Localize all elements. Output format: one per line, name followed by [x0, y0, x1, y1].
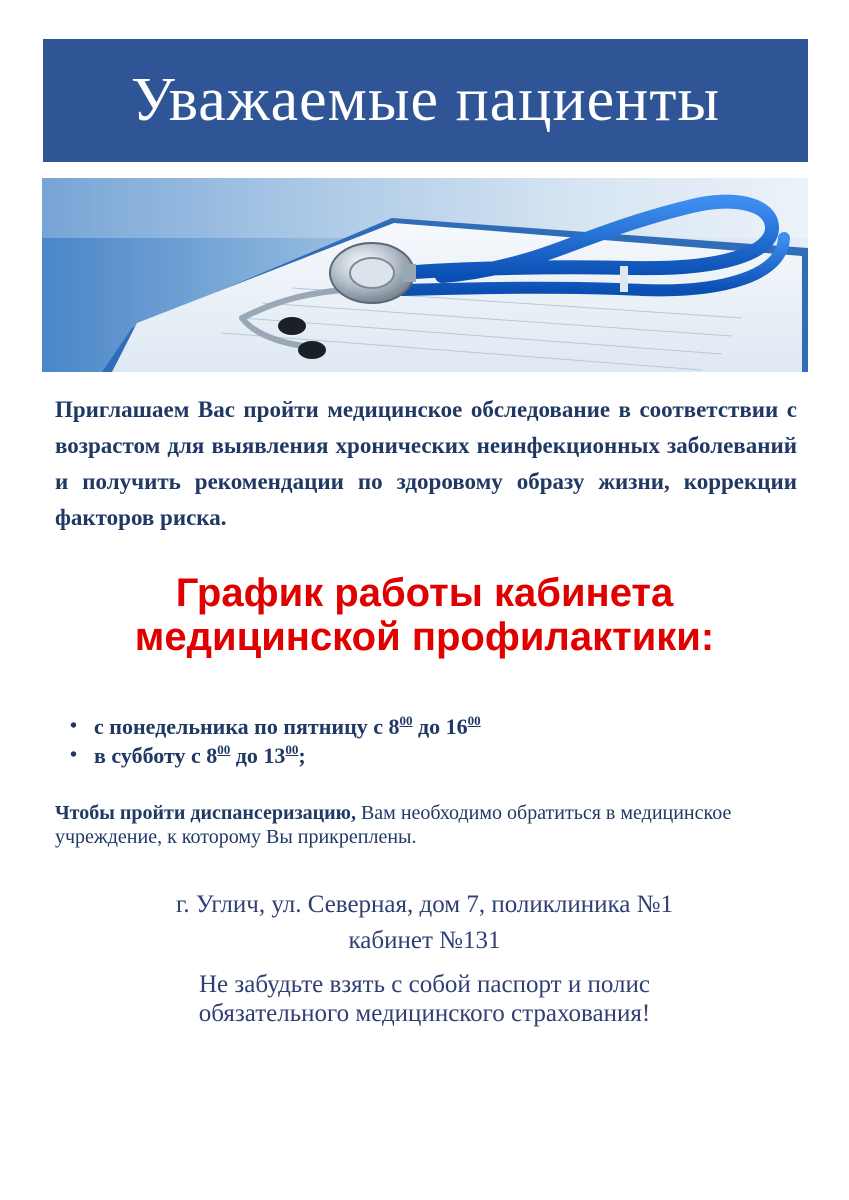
address-line: г. Углич, ул. Северная, дом 7, поликлиника №1 — [176, 891, 673, 918]
intro-paragraph: Приглашаем Вас пройти медицинское обследование в соответствии с возрастом для выявления хронических неинфекционных заболеваний и получить рекомендации по здоровому образу жизни, коррекции факторов риска. — [55, 397, 797, 530]
clinic-address — [0, 887, 849, 959]
reminder-line2: обязательного медицинского страхования! — [198, 1000, 651, 1027]
room-number: кабинет №131 — [348, 927, 501, 954]
schedule-item-weekdays — [70, 712, 481, 741]
stethoscope-photo — [42, 178, 808, 372]
schedule-title — [0, 571, 849, 659]
documents-reminder — [0, 970, 849, 1028]
reminder-line1: Не забудьте взять с собой паспорт и полис — [199, 971, 650, 998]
schedule-item-text: в субботу с $8^{00}$ до $13^{00}$; — [94, 742, 306, 768]
stethoscope-icon — [42, 178, 808, 372]
dispensary-notice — [55, 801, 815, 849]
bullet-icon: • — [70, 715, 78, 737]
schedule-title-line2: медицинской профилактики: — [134, 615, 715, 659]
schedule-title-line1: График работы кабинета — [175, 571, 674, 615]
page-title: Уважаемые пациенты — [130, 66, 721, 134]
schedule-list — [70, 712, 481, 770]
schedule-item-saturday — [70, 741, 481, 770]
bullet-icon: • — [70, 744, 78, 766]
notice-bold: Чтобы пройти диспансеризацию, — [55, 802, 356, 824]
title-banner — [43, 39, 808, 162]
notice-text: Вам необходимо обратиться в медицинское учреждение, к которому Вы прикреплены. — [55, 802, 732, 848]
schedule-item-text: с понедельника по пятницу с $8^{00}$ до $16^{00}$ — [94, 713, 481, 739]
